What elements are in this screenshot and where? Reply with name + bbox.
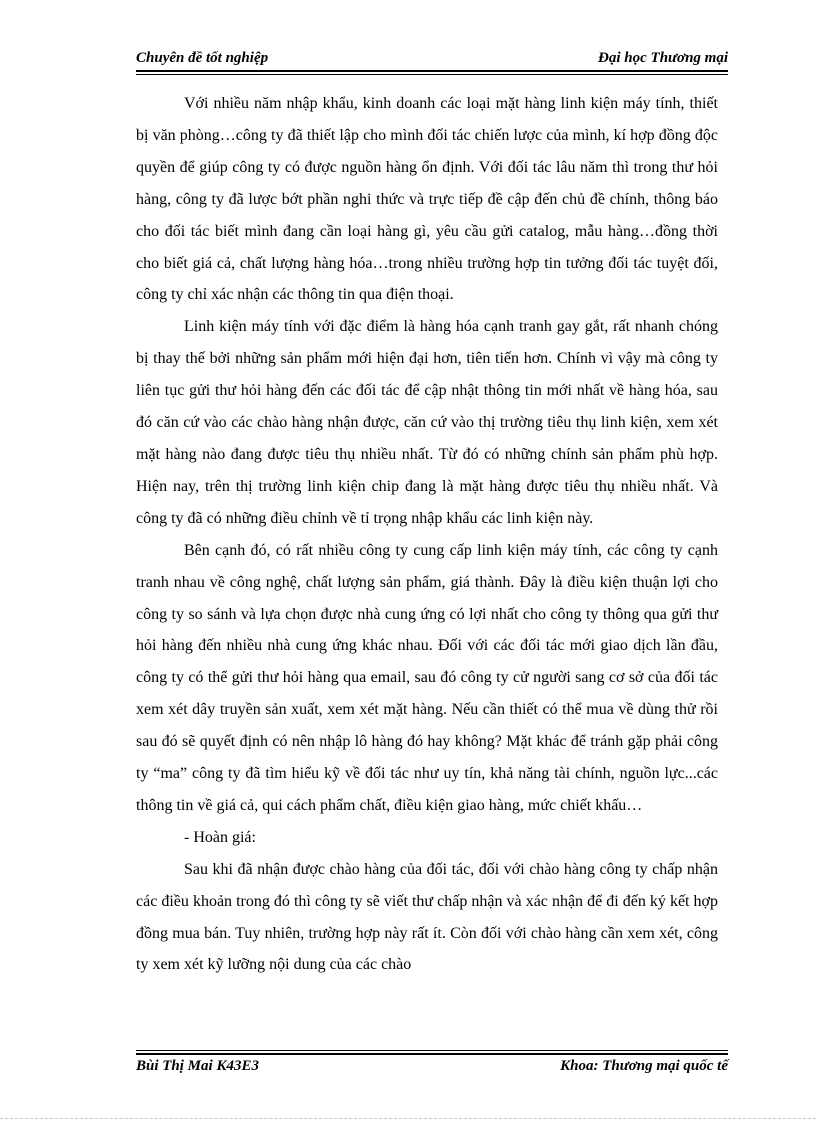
- footer-author: Bùi Thị Mai K43E3: [136, 1058, 259, 1074]
- page-footer: [136, 1058, 728, 1075]
- paragraph-2: Linh kiện máy tính với đặc điểm là hàng hóa cạnh tranh gay gắt, rất nhanh chóng bị thay thế bởi những sản phẩm mới hiện đại hơn, tiên tiến hơn. Chính vì vậy mà công ty liên tục gửi thư hỏi hàng đến các đối tác để cập nhật thông tin mới nhất về hàng hóa, sau đó căn cứ vào các chào hàng nhận được, căn cứ vào thị trường tiêu thụ linh kiện, xem xét mặt hàng nào đang được tiêu thụ nhiều nhất. Từ đó có những chính sản phẩm phù hợp. Hiện nay, trên thị trường linh kiện chip đang là mặt hàng được tiêu thụ nhiều nhất. Và công ty đã có những điều chỉnh về tỉ trọng nhập khẩu các linh kiện này.: [136, 318, 718, 527]
- page-boundary: [0, 1118, 816, 1119]
- section-heading-hoan-gia: - Hoàn giá:: [184, 828, 256, 846]
- header-divider: [136, 70, 728, 75]
- footer-faculty: Khoa: Thương mại quốc tế: [560, 1058, 728, 1074]
- page-header: [136, 50, 728, 67]
- header-left-title: Chuyên đề tốt nghiệp: [136, 50, 269, 66]
- document-body: [136, 88, 718, 981]
- footer-divider: [136, 1050, 728, 1055]
- header-right-title: Đại học Thương mại: [598, 50, 728, 66]
- paragraph-3: Bên cạnh đó, có rất nhiều công ty cung cấp linh kiện máy tính, các công ty cạnh tranh nhau về công nghệ, chất lượng sản phẩm, giá thành. Đây là điều kiện thuận lợi cho công ty so sánh và lựa chọn được nhà cung ứng có lợi nhất cho công ty thông qua gửi thư hỏi hàng đến nhiều nhà cung ứng khác nhau. Đối với các đối tác mới giao dịch lần đầu, công ty có thể gửi thư hỏi hàng qua email, sau đó công ty cử người sang cơ sở của đối tác xem xét dây truyền sản xuất, xem xét mặt hàng. Nếu cần thiết có thể mua về dùng thử rồi sau đó sẽ quyết định có nên nhập lô hàng đó hay không? Mặt khác để tránh gặp phải công ty “ma” công ty đã tìm hiểu kỹ về đối tác như uy tín, khả năng tài chính, nguồn lực...các thông tin về giá cả, qui cách phẩm chất, điều kiện giao hàng, mức chiết khấu…: [136, 541, 718, 814]
- paragraph-1: Với nhiều năm nhập khẩu, kinh doanh các loại mặt hàng linh kiện máy tính, thiết bị văn phòng…công ty đã thiết lập cho mình đối tác chiến lược của mình, kí hợp đồng độc quyền để giúp công ty có được nguồn hàng ổn định. Với đối tác lâu năm thì trong thư hỏi hàng, công ty đã lược bớt phần nghi thức và trực tiếp đề cập đến chủ đề chính, thông báo cho đối tác biết mình đang cần loại hàng gì, yêu cầu gửi catalog, mẫu hàng…đồng thời cho biết giá cả, chất lượng hàng hóa…trong nhiều trường hợp tin tưởng đối tác tuyệt đối, công ty chỉ xác nhận các thông tin qua điện thoại.: [136, 95, 718, 304]
- paragraph-4: Sau khi đã nhận được chào hàng của đối tác, đối với chào hàng công ty chấp nhận các điều khoản trong đó thì công ty sẽ viết thư chấp nhận và xác nhận để đi đến ký kết hợp đồng mua bán. Tuy nhiên, trường hợp này rất ít. Còn đối với chào hàng cần xem xét, công ty xem xét kỹ lưỡng nội dung của các chào: [136, 860, 718, 974]
